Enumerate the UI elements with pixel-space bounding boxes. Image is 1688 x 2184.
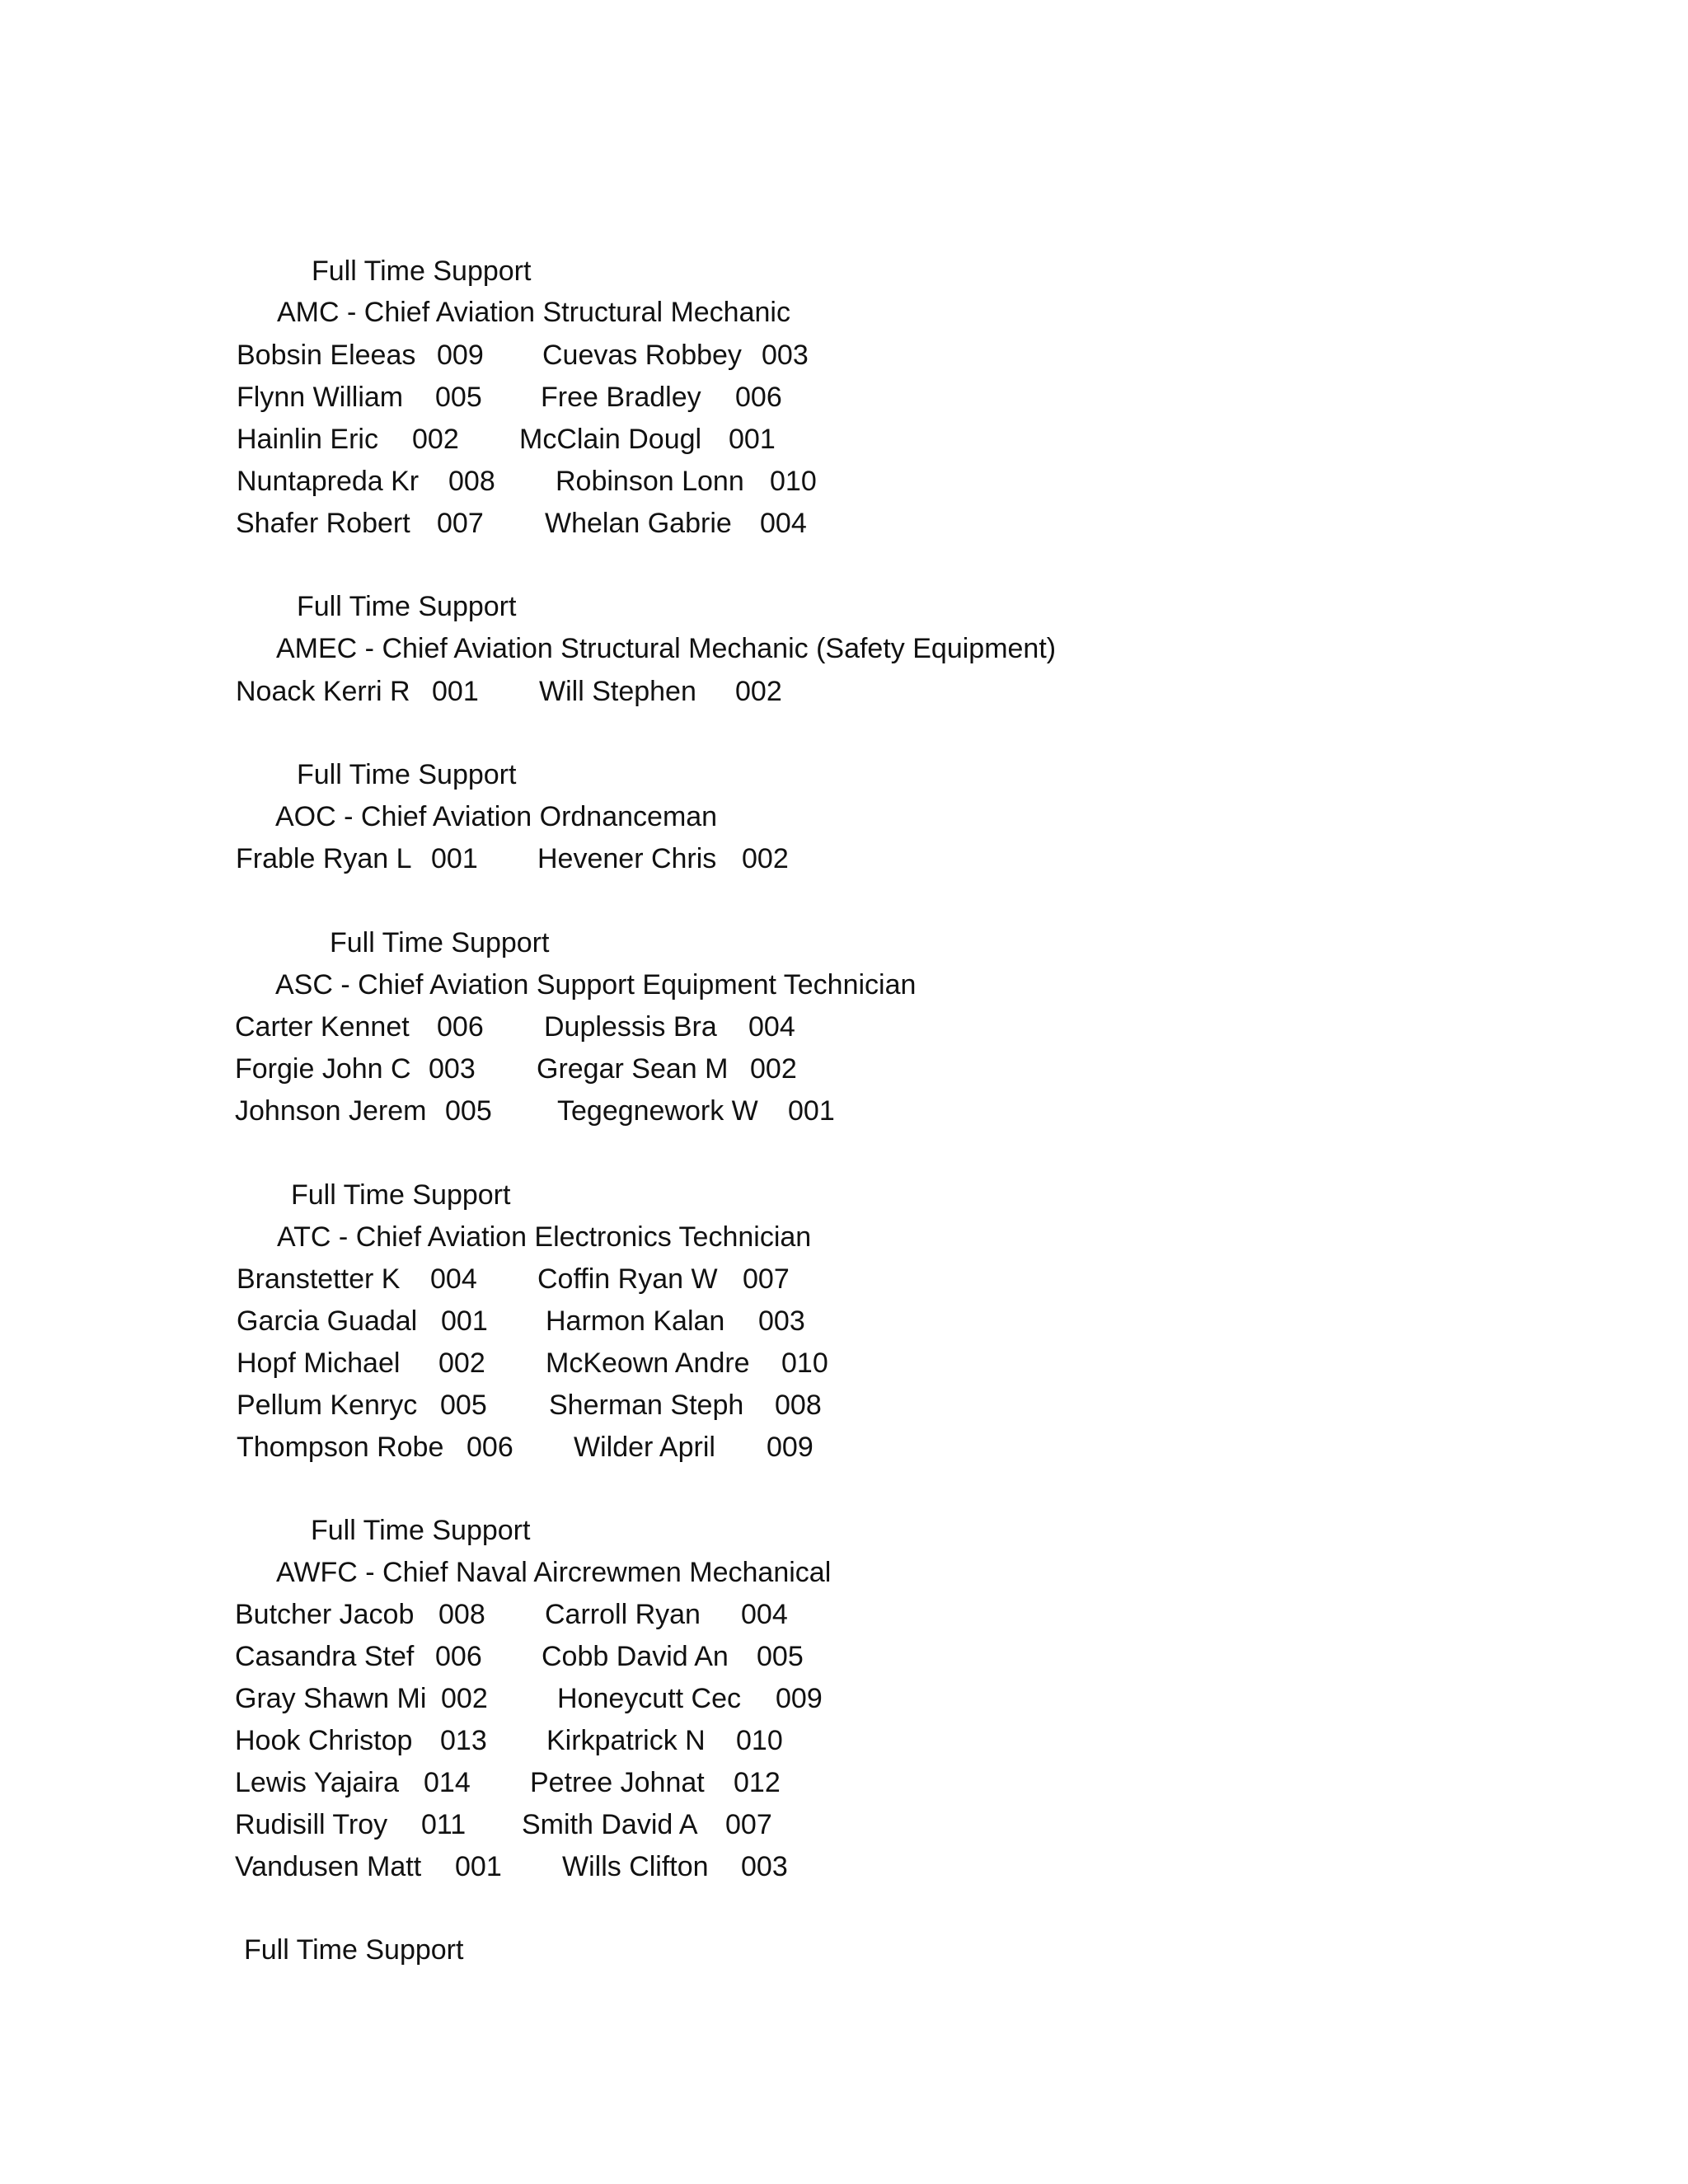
roster-left-name: Nuntapreda Kr — [237, 466, 420, 497]
roster-left-code: 006 — [467, 1432, 513, 1463]
roster-right-name: Smith David A — [522, 1809, 698, 1840]
section-rating-title: ATC - Chief Aviation Electronics Technician — [277, 1221, 812, 1253]
roster-right-name: Kirkpatrick N — [546, 1725, 706, 1756]
roster-left-code: 004 — [430, 1263, 477, 1295]
roster-left-name: Carter Kennet — [235, 1011, 410, 1043]
roster-right-name: Harmon Kalan — [546, 1305, 725, 1337]
roster-right-name: McKeown Andre — [546, 1347, 750, 1379]
roster-right-name: Petree Johnat — [530, 1767, 705, 1798]
roster-right-name: Honeycutt Cec — [557, 1683, 741, 1714]
roster-right-name: Gregar Sean M — [537, 1053, 729, 1085]
roster-right-code: 002 — [750, 1053, 797, 1085]
roster-left-code: 001 — [441, 1305, 488, 1337]
roster-left-name: Bobsin Eleeas — [237, 340, 416, 371]
roster-right-code: 002 — [742, 843, 789, 874]
roster-right-code: 004 — [760, 508, 807, 539]
section-category: Full Time Support — [311, 1515, 531, 1546]
roster-right-code: 012 — [734, 1767, 781, 1798]
roster-right-code: 007 — [743, 1263, 790, 1295]
roster-left-code: 006 — [435, 1641, 482, 1672]
roster-left-name: Casandra Stef — [235, 1641, 415, 1672]
roster-left-name: Noack Kerri R — [236, 676, 410, 707]
roster-right-code: 002 — [735, 676, 782, 707]
roster-left-name: Lewis Yajaira — [235, 1767, 400, 1798]
roster-left-code: 006 — [437, 1011, 484, 1043]
roster-right-code: 009 — [776, 1683, 823, 1714]
roster-left-code: 009 — [437, 340, 484, 371]
roster-left-code: 014 — [424, 1767, 471, 1798]
roster-right-code: 005 — [757, 1641, 804, 1672]
roster-left-name: Shafer Robert — [236, 508, 410, 539]
roster-right-name: McClain Dougl — [519, 424, 702, 455]
roster-left-name: Pellum Kenryc — [237, 1390, 418, 1421]
roster-right-code: 001 — [729, 424, 776, 455]
roster-right-name: Tegegnework W — [557, 1095, 758, 1127]
roster-right-code: 008 — [775, 1390, 822, 1421]
section-category: Full Time Support — [330, 927, 550, 958]
roster-left-code: 001 — [431, 843, 478, 874]
roster-left-name: Branstetter K — [237, 1263, 401, 1295]
section-rating-title: AWFC - Chief Naval Aircrewmen Mechanical — [276, 1557, 832, 1588]
roster-right-name: Robinson Lonn — [556, 466, 744, 497]
section-category: Full Time Support — [297, 591, 517, 622]
roster-right-code: 003 — [762, 340, 809, 371]
section-category: Full Time Support — [297, 759, 517, 790]
roster-left-name: Gray Shawn Mi — [235, 1683, 427, 1714]
roster-left-name: Hainlin Eric — [237, 424, 378, 455]
roster-right-name: Wills Clifton — [562, 1851, 709, 1882]
roster-right-code: 010 — [736, 1725, 783, 1756]
roster-left-code: 005 — [440, 1390, 487, 1421]
roster-left-code: 003 — [429, 1053, 476, 1085]
roster-left-code: 001 — [455, 1851, 502, 1882]
section-rating-title: AOC - Chief Aviation Ordnanceman — [275, 801, 718, 832]
roster-right-code: 001 — [788, 1095, 835, 1127]
roster-left-name: Butcher Jacob — [235, 1599, 415, 1630]
roster-right-name: Sherman Steph — [549, 1390, 744, 1421]
roster-right-name: Duplessis Bra — [544, 1011, 717, 1043]
roster-right-code: 010 — [781, 1347, 828, 1379]
roster-left-name: Garcia Guadal — [237, 1305, 418, 1337]
roster-left-code: 007 — [437, 508, 484, 539]
roster-left-name: Frable Ryan L — [236, 843, 412, 874]
roster-left-name: Vandusen Matt — [235, 1851, 422, 1882]
roster-right-code: 004 — [741, 1599, 788, 1630]
roster-left-name: Johnson Jerem — [235, 1095, 427, 1127]
roster-left-name: Thompson Robe — [237, 1432, 444, 1463]
roster-right-code: 006 — [735, 382, 782, 413]
roster-right-code: 004 — [748, 1011, 795, 1043]
roster-left-code: 013 — [440, 1725, 487, 1756]
roster-right-name: Cobb David An — [542, 1641, 729, 1672]
section-category: Full Time Support — [291, 1179, 511, 1211]
roster-right-code: 003 — [758, 1305, 805, 1337]
roster-left-code: 002 — [441, 1683, 488, 1714]
roster-right-name: Will Stephen — [539, 676, 696, 707]
roster-right-name: Coffin Ryan W — [537, 1263, 718, 1295]
roster-left-code: 005 — [445, 1095, 492, 1127]
roster-left-name: Hook Christop — [235, 1725, 413, 1756]
roster-left-code: 002 — [438, 1347, 485, 1379]
roster-right-name: Carroll Ryan — [545, 1599, 701, 1630]
section-rating-title: AMC - Chief Aviation Structural Mechanic — [277, 297, 790, 328]
section-rating-title: AMEC - Chief Aviation Structural Mechanic (Safety Equipment) — [276, 633, 1057, 664]
roster-left-code: 011 — [421, 1809, 467, 1840]
roster-right-name: Whelan Gabrie — [545, 508, 732, 539]
roster-right-name: Hevener Chris — [537, 843, 717, 874]
roster-left-name: Forgie John C — [235, 1053, 411, 1085]
roster-left-name: Rudisill Troy — [235, 1809, 388, 1840]
roster-left-name: Flynn William — [237, 382, 404, 413]
roster-right-code: 007 — [725, 1809, 772, 1840]
roster-right-code: 003 — [741, 1851, 788, 1882]
roster-right-name: Wilder April — [574, 1432, 715, 1463]
roster-left-code: 005 — [435, 382, 482, 413]
roster-right-code: 009 — [767, 1432, 814, 1463]
roster-right-name: Free Bradley — [541, 382, 701, 413]
section-category: Full Time Support — [312, 255, 532, 287]
roster-right-code: 010 — [770, 466, 817, 497]
roster-left-code: 008 — [448, 466, 495, 497]
roster-left-code: 002 — [412, 424, 459, 455]
roster-left-code: 001 — [432, 676, 479, 707]
roster-left-name: Hopf Michael — [237, 1347, 401, 1379]
roster-left-code: 008 — [438, 1599, 485, 1630]
roster-right-name: Cuevas Robbey — [542, 340, 742, 371]
section-rating-title: ASC - Chief Aviation Support Equipment Technician — [275, 969, 917, 1001]
section-category: Full Time Support — [244, 1934, 464, 1966]
